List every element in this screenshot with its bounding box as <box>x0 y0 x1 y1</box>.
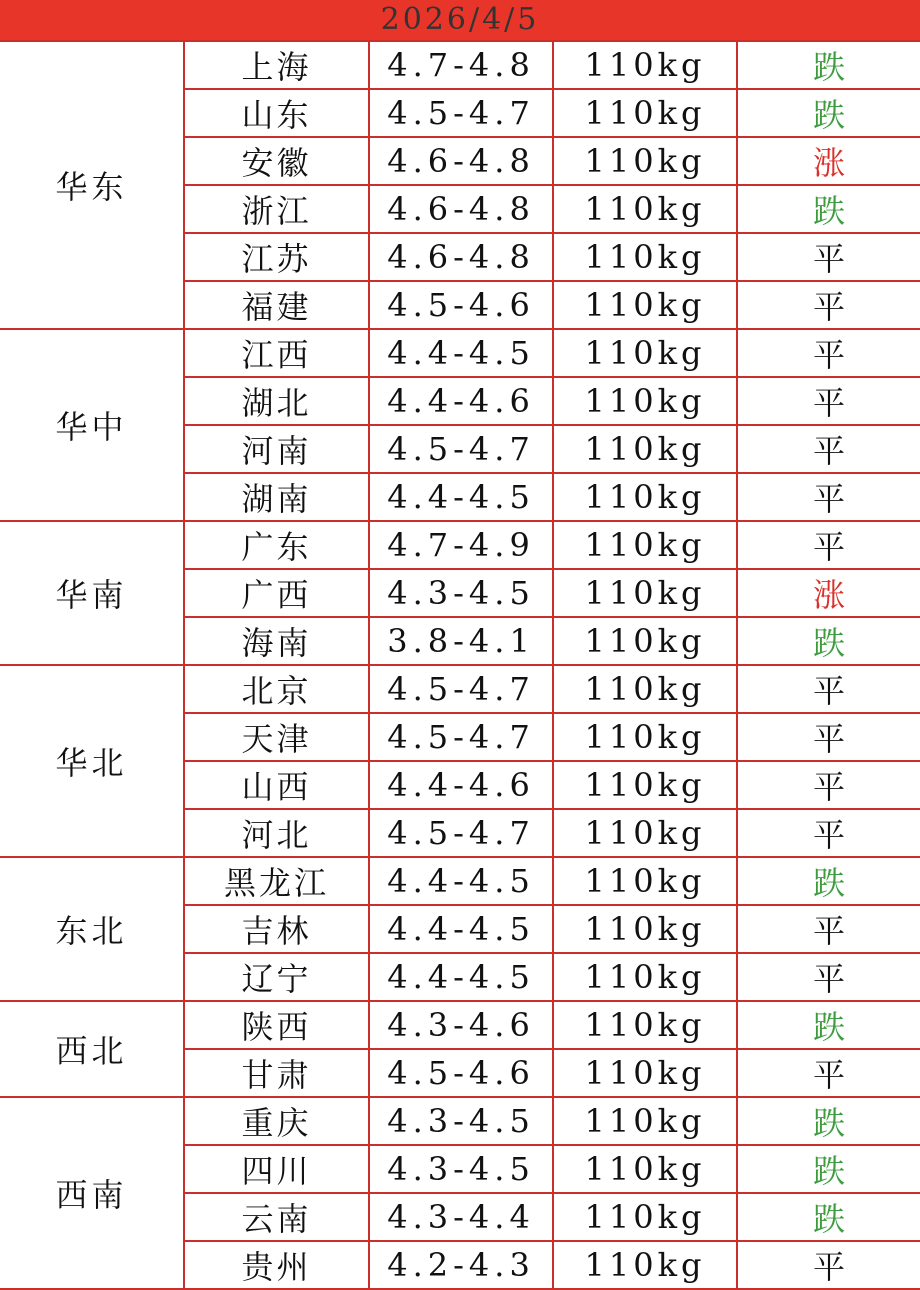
trend-cell: 跌 <box>737 1145 920 1193</box>
trend-cell: 平 <box>737 905 920 953</box>
price-range-cell: 4.3-4.4 <box>369 1193 553 1241</box>
price-range-cell: 4.4-4.5 <box>369 473 553 521</box>
price-range-cell: 4.6-4.8 <box>369 185 553 233</box>
trend-cell: 跌 <box>737 89 920 137</box>
price-range-cell: 4.7-4.8 <box>369 41 553 89</box>
trend-cell: 平 <box>737 1049 920 1097</box>
province-cell: 江西 <box>184 329 369 377</box>
price-table <box>0 40 920 1290</box>
price-range-cell: 4.3-4.5 <box>369 1145 553 1193</box>
trend-cell: 跌 <box>737 185 920 233</box>
table-row <box>0 41 920 89</box>
weight-cell: 110kg <box>553 185 737 233</box>
price-range-cell: 4.5-4.7 <box>369 665 553 713</box>
province-cell: 天津 <box>184 713 369 761</box>
trend-cell: 平 <box>737 809 920 857</box>
table-row <box>0 1001 920 1049</box>
province-cell: 海南 <box>184 617 369 665</box>
price-range-cell: 4.4-4.5 <box>369 905 553 953</box>
province-cell: 黑龙江 <box>184 857 369 905</box>
price-range-cell: 4.4-4.6 <box>369 377 553 425</box>
price-range-cell: 4.4-4.5 <box>369 329 553 377</box>
table-row <box>0 329 920 377</box>
province-cell: 湖南 <box>184 473 369 521</box>
weight-cell: 110kg <box>553 953 737 1001</box>
weight-cell: 110kg <box>553 569 737 617</box>
weight-cell: 110kg <box>553 809 737 857</box>
weight-cell: 110kg <box>553 521 737 569</box>
price-range-cell: 4.5-4.7 <box>369 89 553 137</box>
weight-cell: 110kg <box>553 1145 737 1193</box>
province-cell: 贵州 <box>184 1241 369 1289</box>
weight-cell: 110kg <box>553 1049 737 1097</box>
province-cell: 浙江 <box>184 185 369 233</box>
trend-cell: 平 <box>737 521 920 569</box>
table-row <box>0 857 920 905</box>
price-range-cell: 4.3-4.5 <box>369 1097 553 1145</box>
province-cell: 福建 <box>184 281 369 329</box>
trend-cell: 平 <box>737 1241 920 1289</box>
weight-cell: 110kg <box>553 1097 737 1145</box>
weight-cell: 110kg <box>553 41 737 89</box>
trend-cell: 平 <box>737 329 920 377</box>
weight-cell: 110kg <box>553 233 737 281</box>
region-cell: 华中 <box>0 329 184 521</box>
trend-cell: 平 <box>737 761 920 809</box>
province-cell: 北京 <box>184 665 369 713</box>
province-cell: 吉林 <box>184 905 369 953</box>
trend-cell: 平 <box>737 425 920 473</box>
province-cell: 甘肃 <box>184 1049 369 1097</box>
trend-cell: 平 <box>737 473 920 521</box>
trend-cell: 平 <box>737 377 920 425</box>
region-cell: 华南 <box>0 521 184 665</box>
trend-cell: 平 <box>737 665 920 713</box>
region-cell: 西南 <box>0 1097 184 1289</box>
price-range-cell: 4.3-4.6 <box>369 1001 553 1049</box>
table-row <box>0 521 920 569</box>
trend-cell: 平 <box>737 281 920 329</box>
weight-cell: 110kg <box>553 89 737 137</box>
trend-cell: 跌 <box>737 617 920 665</box>
trend-cell: 平 <box>737 953 920 1001</box>
price-range-cell: 4.2-4.3 <box>369 1241 553 1289</box>
weight-cell: 110kg <box>553 665 737 713</box>
province-cell: 重庆 <box>184 1097 369 1145</box>
province-cell: 陕西 <box>184 1001 369 1049</box>
trend-cell: 涨 <box>737 137 920 185</box>
trend-cell: 跌 <box>737 1193 920 1241</box>
province-cell: 上海 <box>184 41 369 89</box>
trend-cell: 平 <box>737 233 920 281</box>
price-range-cell: 4.7-4.9 <box>369 521 553 569</box>
weight-cell: 110kg <box>553 857 737 905</box>
weight-cell: 110kg <box>553 761 737 809</box>
region-cell: 西北 <box>0 1001 184 1097</box>
trend-cell: 跌 <box>737 41 920 89</box>
weight-cell: 110kg <box>553 1001 737 1049</box>
trend-cell: 跌 <box>737 857 920 905</box>
price-range-cell: 4.6-4.8 <box>369 137 553 185</box>
province-cell: 湖北 <box>184 377 369 425</box>
weight-cell: 110kg <box>553 713 737 761</box>
price-range-cell: 3.8-4.1 <box>369 617 553 665</box>
province-cell: 山东 <box>184 89 369 137</box>
weight-cell: 110kg <box>553 281 737 329</box>
region-cell: 华北 <box>0 665 184 857</box>
trend-cell: 跌 <box>737 1097 920 1145</box>
price-range-cell: 4.4-4.5 <box>369 953 553 1001</box>
trend-cell: 平 <box>737 713 920 761</box>
price-range-cell: 4.4-4.5 <box>369 857 553 905</box>
province-cell: 河南 <box>184 425 369 473</box>
province-cell: 四川 <box>184 1145 369 1193</box>
price-range-cell: 4.5-4.6 <box>369 281 553 329</box>
province-cell: 广东 <box>184 521 369 569</box>
table-row <box>0 1097 920 1145</box>
weight-cell: 110kg <box>553 1241 737 1289</box>
province-cell: 山西 <box>184 761 369 809</box>
trend-cell: 涨 <box>737 569 920 617</box>
province-cell: 云南 <box>184 1193 369 1241</box>
weight-cell: 110kg <box>553 905 737 953</box>
price-table-body <box>0 41 920 1289</box>
price-range-cell: 4.5-4.7 <box>369 713 553 761</box>
weight-cell: 110kg <box>553 329 737 377</box>
price-range-cell: 4.4-4.6 <box>369 761 553 809</box>
weight-cell: 110kg <box>553 137 737 185</box>
price-range-cell: 4.5-4.7 <box>369 809 553 857</box>
price-range-cell: 4.3-4.5 <box>369 569 553 617</box>
price-range-cell: 4.5-4.6 <box>369 1049 553 1097</box>
date-header: 2026/4/5 <box>0 0 920 40</box>
region-cell: 华东 <box>0 41 184 329</box>
price-range-cell: 4.6-4.8 <box>369 233 553 281</box>
table-row <box>0 665 920 713</box>
weight-cell: 110kg <box>553 377 737 425</box>
province-cell: 广西 <box>184 569 369 617</box>
weight-cell: 110kg <box>553 473 737 521</box>
province-cell: 安徽 <box>184 137 369 185</box>
weight-cell: 110kg <box>553 425 737 473</box>
region-cell: 东北 <box>0 857 184 1001</box>
province-cell: 河北 <box>184 809 369 857</box>
trend-cell: 跌 <box>737 1001 920 1049</box>
weight-cell: 110kg <box>553 1193 737 1241</box>
province-cell: 江苏 <box>184 233 369 281</box>
weight-cell: 110kg <box>553 617 737 665</box>
province-cell: 辽宁 <box>184 953 369 1001</box>
price-range-cell: 4.5-4.7 <box>369 425 553 473</box>
